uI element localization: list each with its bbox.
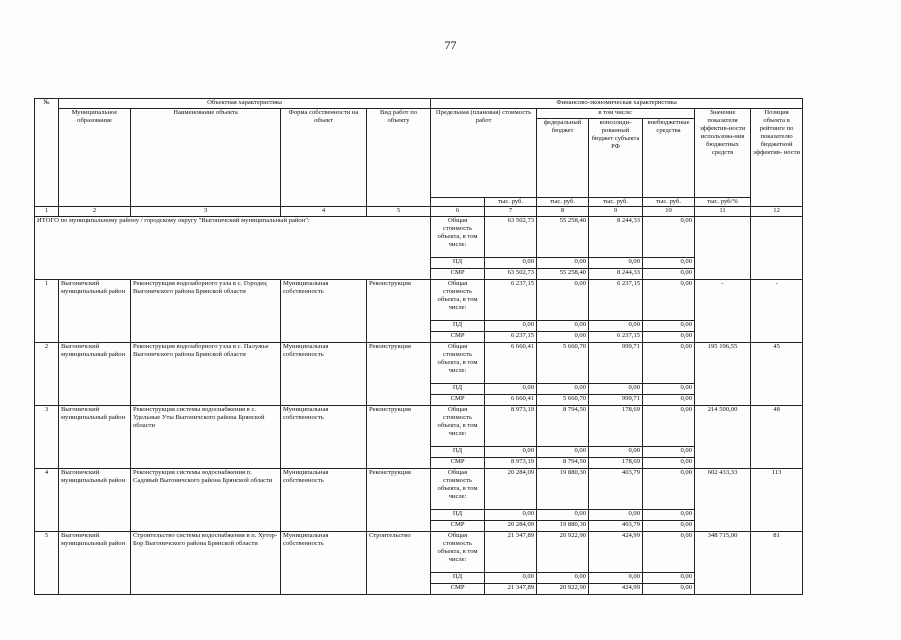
value-cost: 0,00 <box>485 510 537 521</box>
value-extrabudget: 0,00 <box>643 532 695 573</box>
value-federal: 8 794,50 <box>537 458 589 469</box>
total-label: ИТОГО по муниципальному району / городскому округу "Выгоничский муниципальный район": <box>35 217 431 280</box>
value-cost: 0,00 <box>485 573 537 584</box>
value-federal: 20 922,90 <box>537 584 589 595</box>
value-consolidated: 178,69 <box>589 458 643 469</box>
value-consolidated: 8 244,33 <box>589 269 643 280</box>
row-rating: 81 <box>751 532 803 595</box>
column-number: 8 <box>537 207 589 217</box>
header-including: в том числе: <box>537 109 694 119</box>
value-extrabudget: 0,00 <box>643 458 695 469</box>
value-consolidated: 0,00 <box>589 384 643 395</box>
value-extrabudget: 0,00 <box>643 469 695 510</box>
row-municipality: Выгоничский муниципальный район <box>59 532 131 595</box>
header-finance-group: Финансово-экономическая характеристика <box>431 99 803 109</box>
value-consolidated: 424,99 <box>589 532 643 573</box>
value-consolidated: 999,71 <box>589 343 643 384</box>
line-label: СМР <box>431 584 485 595</box>
row-object-name: Реконструкция системы водоснабжения в с. Удельные Уты Выгоничского района Брянской области <box>131 406 281 469</box>
line-label: ПД <box>431 447 485 458</box>
table-row <box>35 406 803 447</box>
line-label: СМР <box>431 458 485 469</box>
table-row <box>35 469 803 510</box>
column-number: 7 <box>485 207 537 217</box>
header-consolidated: консолиди- рованный бюджет субъекта РФ <box>589 119 643 197</box>
total-line <box>35 217 803 258</box>
row-rating: - <box>751 280 803 343</box>
line-label: СМР <box>431 521 485 532</box>
value-federal: 0,00 <box>537 573 589 584</box>
value-extrabudget: 0,00 <box>643 321 695 332</box>
line-label: СМР <box>431 395 485 406</box>
header-cost: Предельная (плановая) стоимость работ <box>431 109 537 198</box>
header-municipality: Муниципальное образование <box>59 109 131 207</box>
row-rating: 48 <box>751 406 803 469</box>
row-ownership: Муниципальная собственность <box>281 280 367 343</box>
value-federal: 0,00 <box>537 510 589 521</box>
value-cost: 6 237,15 <box>485 280 537 321</box>
total-rating <box>751 217 803 280</box>
row-object-name: Реконструкция системы водоснабжения п. Садовый Выгоничского района Брянской области <box>131 469 281 532</box>
line-label: ПД <box>431 573 485 584</box>
row-work-type: Реконструкция <box>367 406 431 469</box>
header-indicator: Значение показателя эффектив-ности использова-ния бюджетных средств <box>695 109 751 198</box>
row-work-type: Реконструкция <box>367 343 431 406</box>
column-numbers-row <box>35 207 803 217</box>
investment-table <box>34 98 803 595</box>
line-label: Общая стоимость объекта, в том числе: <box>431 280 485 321</box>
row-municipality: Выгоничский муниципальный район <box>59 406 131 469</box>
row-number: 4 <box>35 469 59 532</box>
value-cost: 8 973,19 <box>485 406 537 447</box>
unit-8: тыс. руб. <box>537 198 589 207</box>
line-label: ПД <box>431 258 485 269</box>
value-federal: 55 258,40 <box>537 217 589 258</box>
value-federal: 20 922,90 <box>537 532 589 573</box>
value-consolidated: 0,00 <box>589 510 643 521</box>
header-no: № <box>35 99 59 207</box>
value-cost: 21 347,89 <box>485 584 537 595</box>
row-indicator: 195 196,55 <box>695 343 751 406</box>
value-consolidated: 0,00 <box>589 447 643 458</box>
column-number: 10 <box>643 207 695 217</box>
line-label: СМР <box>431 332 485 343</box>
value-cost: 6 237,15 <box>485 332 537 343</box>
header-work-type: Вид работ по объекту <box>367 109 431 207</box>
value-extrabudget: 0,00 <box>643 521 695 532</box>
value-extrabudget: 0,00 <box>643 447 695 458</box>
row-work-type: Реконструкция <box>367 280 431 343</box>
total-indicator <box>695 217 751 280</box>
value-cost: 63 502,73 <box>485 269 537 280</box>
row-municipality: Выгоничский муниципальный район <box>59 280 131 343</box>
value-consolidated: 6 237,15 <box>589 332 643 343</box>
value-consolidated: 0,00 <box>589 573 643 584</box>
line-label: Общая стоимость объекта, в том числе: <box>431 469 485 510</box>
line-label: ПД <box>431 384 485 395</box>
value-federal: 0,00 <box>537 332 589 343</box>
column-number: 12 <box>751 207 803 217</box>
value-federal: 0,00 <box>537 384 589 395</box>
value-cost: 6 660,41 <box>485 395 537 406</box>
value-extrabudget: 0,00 <box>643 395 695 406</box>
table-row <box>35 532 803 573</box>
value-cost: 6 660,41 <box>485 343 537 384</box>
unit-6 <box>431 198 485 207</box>
value-cost: 0,00 <box>485 258 537 269</box>
table-row <box>35 343 803 384</box>
row-object-name: Реконструкция водозаборного узла в с. Палужье Выгоничского района Брянской области <box>131 343 281 406</box>
value-federal: 19 880,30 <box>537 521 589 532</box>
value-federal: 55 258,40 <box>537 269 589 280</box>
line-label: Общая стоимость объекта, в том числе: <box>431 532 485 573</box>
header-federal: федеральный бюджет <box>537 119 589 197</box>
value-consolidated: 8 244,33 <box>589 217 643 258</box>
row-ownership: Муниципальная собственность <box>281 406 367 469</box>
value-cost: 21 347,89 <box>485 532 537 573</box>
row-ownership: Муниципальная собственность <box>281 343 367 406</box>
value-extrabudget: 0,00 <box>643 384 695 395</box>
header-including-block <box>537 109 695 198</box>
row-indicator: 602 433,33 <box>695 469 751 532</box>
value-extrabudget: 0,00 <box>643 343 695 384</box>
value-federal: 0,00 <box>537 447 589 458</box>
unit-7: тыс. руб. <box>485 198 537 207</box>
header-row-columns <box>35 109 803 198</box>
value-consolidated: 403,79 <box>589 521 643 532</box>
column-number: 5 <box>367 207 431 217</box>
row-indicator: 348 715,00 <box>695 532 751 595</box>
value-extrabudget: 0,00 <box>643 510 695 521</box>
header-row-groups <box>35 99 803 109</box>
line-label: ПД <box>431 321 485 332</box>
line-label: Общая стоимость объекта, в том числе: <box>431 217 485 258</box>
column-number: 9 <box>589 207 643 217</box>
row-ownership: Муниципальная собственность <box>281 469 367 532</box>
unit-11: тыс. руб/% <box>695 198 751 207</box>
row-object-name: Реконструкция водозаборного узла в с. Городец Выгоничского района Брянской области <box>131 280 281 343</box>
row-number: 2 <box>35 343 59 406</box>
header-extrabudget: внебюджетные средства <box>647 119 690 135</box>
value-federal: 19 880,30 <box>537 469 589 510</box>
value-cost: 20 284,09 <box>485 469 537 510</box>
unit-10: тыс. руб. <box>643 198 695 207</box>
row-municipality: Выгоничский муниципальный район <box>59 343 131 406</box>
line-label: Общая стоимость объекта, в том числе: <box>431 343 485 384</box>
value-consolidated: 178,69 <box>589 406 643 447</box>
value-federal: 5 660,70 <box>537 343 589 384</box>
value-federal: 5 660,70 <box>537 395 589 406</box>
column-number: 2 <box>59 207 131 217</box>
value-extrabudget: 0,00 <box>643 269 695 280</box>
column-number: 11 <box>695 207 751 217</box>
line-label: СМР <box>431 269 485 280</box>
value-consolidated: 424,99 <box>589 584 643 595</box>
value-consolidated: 403,79 <box>589 469 643 510</box>
value-cost: 63 502,73 <box>485 217 537 258</box>
row-rating: 45 <box>751 343 803 406</box>
line-label: ПД <box>431 510 485 521</box>
row-rating: 113 <box>751 469 803 532</box>
value-federal: 0,00 <box>537 258 589 269</box>
value-cost: 0,00 <box>485 384 537 395</box>
row-number: 5 <box>35 532 59 595</box>
row-ownership: Муниципальная собственность <box>281 532 367 595</box>
row-work-type: Строительство <box>367 532 431 595</box>
row-municipality: Выгоничский муниципальный район <box>59 469 131 532</box>
row-indicator: 214 500,00 <box>695 406 751 469</box>
line-label: Общая стоимость объекта, в том числе: <box>431 406 485 447</box>
value-cost: 0,00 <box>485 321 537 332</box>
value-consolidated: 0,00 <box>589 321 643 332</box>
value-consolidated: 6 237,15 <box>589 280 643 321</box>
value-extrabudget: 0,00 <box>643 258 695 269</box>
value-cost: 8 973,19 <box>485 458 537 469</box>
column-number: 3 <box>131 207 281 217</box>
page-number: 77 <box>444 38 457 52</box>
value-extrabudget: 0,00 <box>643 584 695 595</box>
column-number: 4 <box>281 207 367 217</box>
value-cost: 20 284,09 <box>485 521 537 532</box>
value-consolidated: 999,71 <box>589 395 643 406</box>
value-federal: 8 794,50 <box>537 406 589 447</box>
row-number: 3 <box>35 406 59 469</box>
row-number: 1 <box>35 280 59 343</box>
value-consolidated: 0,00 <box>589 258 643 269</box>
value-federal: 0,00 <box>537 321 589 332</box>
column-number: 6 <box>431 207 485 217</box>
value-cost: 0,00 <box>485 447 537 458</box>
header-rating: Позиция объекта в рейтинге по показателю бюджетной эффектив- ности <box>751 109 803 207</box>
value-federal: 0,00 <box>537 280 589 321</box>
header-object-name: Наименование объекта <box>131 109 281 207</box>
unit-9: тыс. руб. <box>589 198 643 207</box>
column-number: 1 <box>35 207 59 217</box>
header-object-group: Объектная характеристика <box>59 99 431 109</box>
row-work-type: Реконструкция <box>367 469 431 532</box>
row-indicator: - <box>695 280 751 343</box>
value-extrabudget: 0,00 <box>643 217 695 258</box>
row-object-name: Строительство системы водоснабжения в п. Хутор-Бор Выгоничского района Брянской области <box>131 532 281 595</box>
header-ownership: Форма собственности на объект <box>281 109 367 207</box>
value-extrabudget: 0,00 <box>643 332 695 343</box>
table-row <box>35 280 803 321</box>
value-extrabudget: 0,00 <box>643 573 695 584</box>
value-extrabudget: 0,00 <box>643 406 695 447</box>
value-extrabudget: 0,00 <box>643 280 695 321</box>
